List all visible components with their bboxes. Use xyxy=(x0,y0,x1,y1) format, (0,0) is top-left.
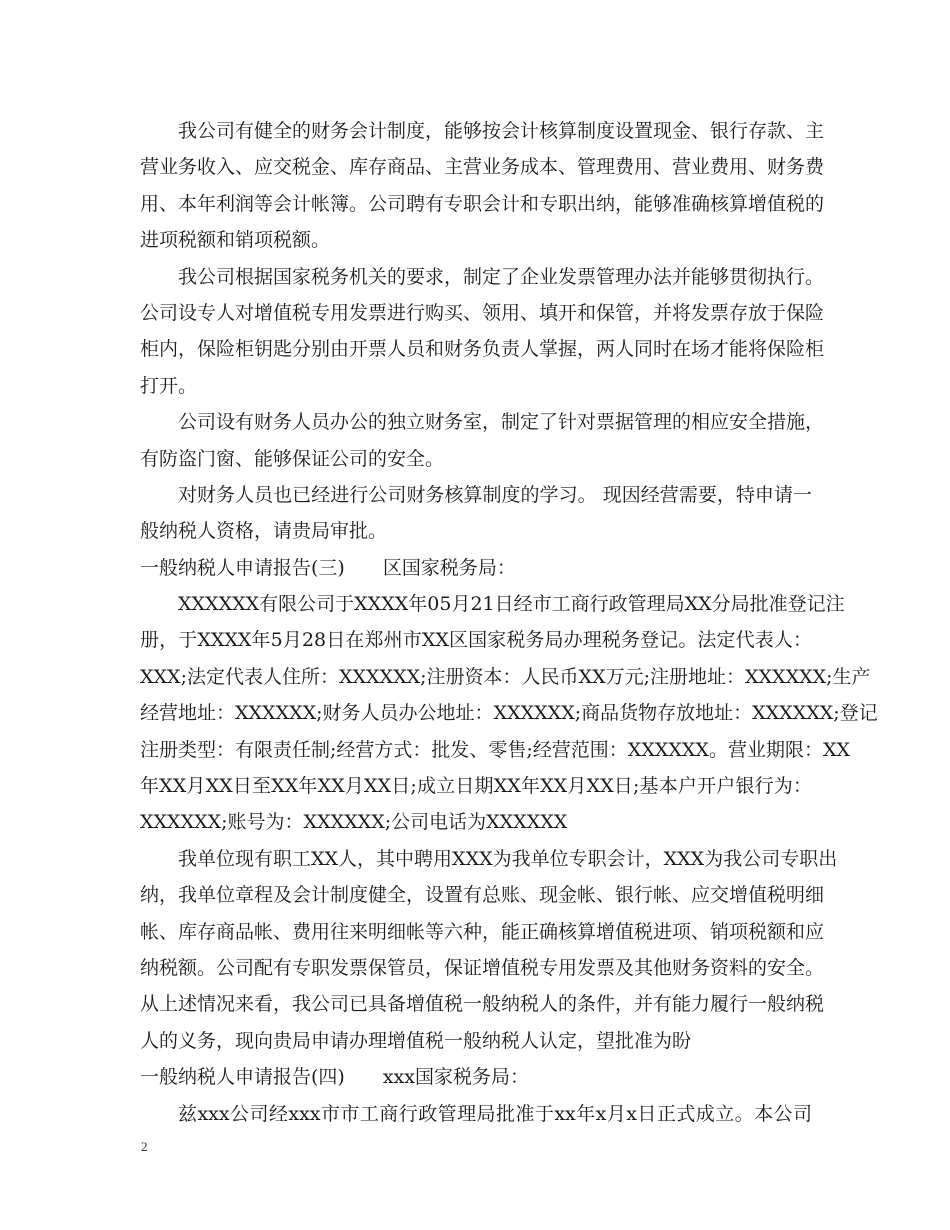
text-line: 我公司有健全的财务会计制度，能够按会计核算制度设置现金、银行存款、主 xyxy=(178,120,825,142)
text-line: 有防盗门窗、能够保证公司的安全。 xyxy=(140,447,445,470)
section-heading xyxy=(140,1059,812,1095)
text-line: 从上述情况来看，我公司已具备增值税一般纳税人的条件，并有能力履行一般纳税 xyxy=(140,993,825,1016)
text-line: 进项税额和销项税额。 xyxy=(140,229,331,252)
text-line: 年XX月XX日至XX年XX月XX日;成立日期XX年XX月XX日;基本户开户银行为： xyxy=(140,775,812,798)
heading-title: 一般纳税人申请报告(三) xyxy=(140,556,345,579)
text-line: XXXXXX有限公司于XXXX年05月21日经市工商行政管理局XX分局批准登记注 xyxy=(178,593,845,616)
text-line: 柜内，保险柜钥匙分别由开票人员和财务负责人掌握，两人同时在场才能将保险柜 xyxy=(140,338,825,361)
text-line: 我公司根据国家税务机关的要求，制定了企业发票管理办法并能够贯彻执行。 xyxy=(178,265,825,288)
text-line: 注册类型：有限责任制;经营方式：批发、零售;经营范围：XXXXXX。营业期限：XX xyxy=(140,738,851,761)
text-line: 我单位现有职工XX人，其中聘用XXX为我单位专职会计，XXX为我公司专职出 xyxy=(178,847,838,870)
text-line: 对财务人员也已经进行公司财务核算制度的学习。 现因经营需要，特申请一 xyxy=(178,483,812,506)
text-line: XXX;法定代表人住所：XXXXXX;注册资本：人民币XX万元;注册地址：XXXXXX;生产 xyxy=(140,665,871,688)
page-number: 2 xyxy=(141,1139,148,1154)
heading-title: 一般纳税人申请报告(四) xyxy=(140,1066,345,1089)
text-line: 人的义务，现向贵局申请办理增值税一般纳税人认定，望批准为盼 xyxy=(140,1029,692,1052)
text-line: 册，于XXXX年5月28日在郑州市XX区国家税务局办理税务登记。法定代表人： xyxy=(140,629,812,652)
text-line: 营业务收入、应交税金、库存商品、主营业务成本、管理费用、营业费用、财务费 xyxy=(140,156,825,179)
heading-addressee: 区国家税务局： xyxy=(382,556,516,579)
document-body xyxy=(140,113,878,1132)
text-line: 公司设专人对增值税专用发票进行购买、领用、填开和保管，并将发票存放于保险 xyxy=(140,301,825,324)
heading-addressee: xxx国家税务局： xyxy=(382,1066,529,1089)
text-line: 兹xxx公司经xxx市市工商行政管理局批准于xx年x月x日正式成立。本公司 xyxy=(178,1102,812,1125)
text-line: 用、本年利润等会计帐簿。公司聘有专职会计和专职出纳，能够准确核算增值税的 xyxy=(140,192,825,215)
section-heading xyxy=(140,550,812,586)
text-line: 纳税额。公司配有专职发票保管员，保证增值税专用发票及其他财务资料的安全。 xyxy=(140,956,825,979)
text-line: 般纳税人资格，请贵局审批。 xyxy=(140,520,388,543)
text-line: 打开。 xyxy=(140,374,198,397)
text-line: 帐、库存商品帐、费用往来明细帐等六种，能正确核算增值税进项、销项税额和应 xyxy=(140,920,825,943)
text-line: 纳，我单位章程及会计制度健全，设置有总账、现金帐、银行帐、应交增值税明细 xyxy=(140,884,825,907)
text-line: 经营地址：XXXXXX;财务人员办公地址：XXXXXX;商品货物存放地址：XXXXXX;登记 xyxy=(140,702,878,725)
text-line: 公司设有财务人员办公的独立财务室，制定了针对票据管理的相应安全措施， xyxy=(178,411,825,434)
text-line: XXXXXX;账号为：XXXXXX;公司电话为XXXXXX xyxy=(140,811,568,834)
